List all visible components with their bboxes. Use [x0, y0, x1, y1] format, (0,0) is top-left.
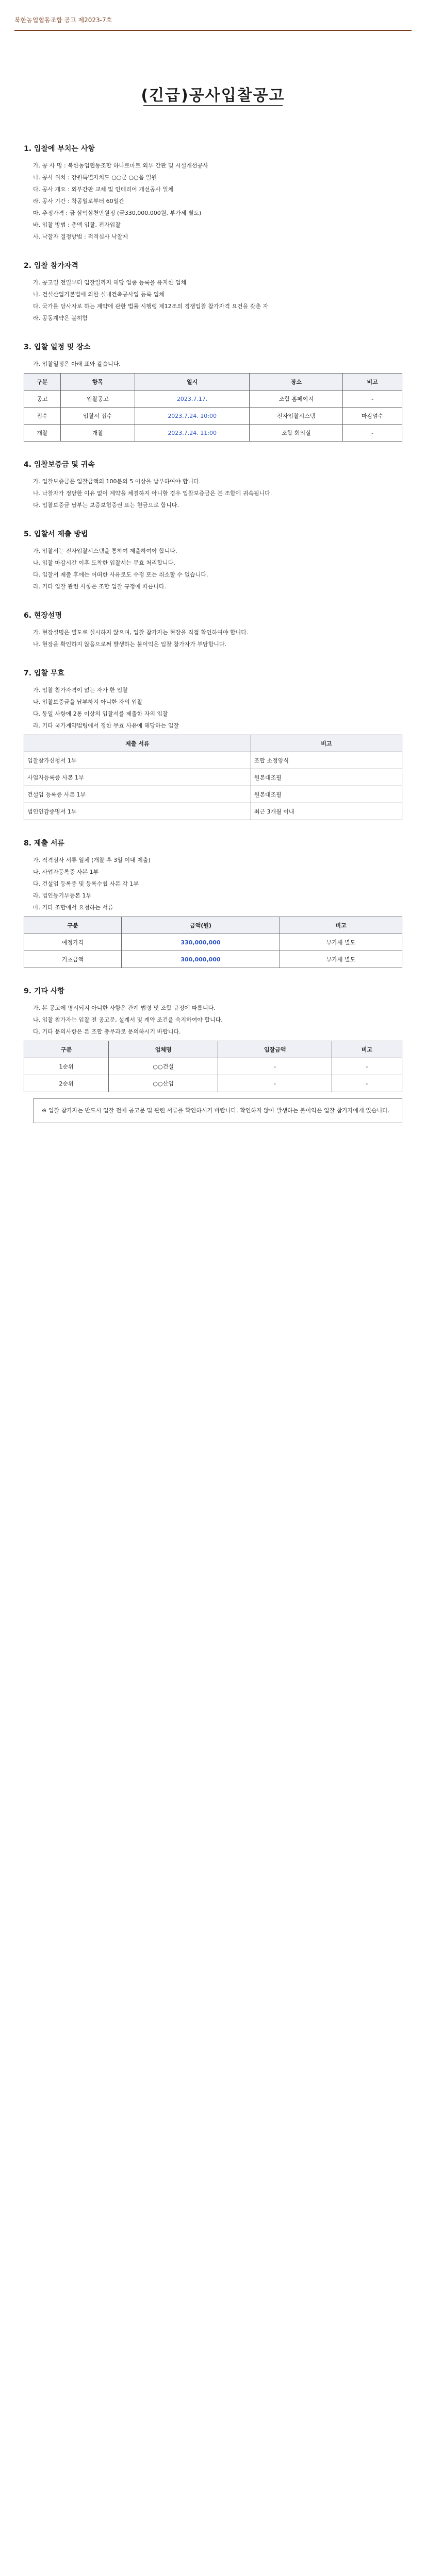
section-line: 나. 입찰보증금을 납부하지 아니한 자의 입찰: [33, 699, 143, 705]
table-row: [24, 1075, 402, 1092]
required-docs-table: [24, 735, 402, 820]
table-header: 입찰금액: [218, 1041, 332, 1058]
table-cell: 2023.7.17.: [135, 391, 250, 408]
section-line: 사. 낙찰자 결정방법 : 적격심사 낙찰제: [33, 233, 128, 240]
section-line: 바. 입찰 방법 : 총액 입찰, 전자입찰: [33, 222, 121, 228]
section-line: 라. 법인등기부등본 1부: [33, 892, 92, 899]
section-line: 라. 공동계약은 불허함: [33, 315, 88, 321]
table-header: 구분: [24, 917, 122, 934]
table-header: 비고: [251, 735, 402, 752]
section-title: 3. 입찰 일정 및 장소: [24, 343, 91, 351]
table-cell: 법인인감증명서 1부: [24, 803, 251, 820]
table-cell: 접수: [24, 408, 61, 425]
section-line: 나. 사업자등록증 사본 1부: [33, 869, 99, 875]
schedule-table: [24, 373, 402, 442]
table-cell: -: [343, 425, 402, 442]
table-cell: 입찰서 접수: [60, 408, 135, 425]
section-line: 다. 건설업 등록증 및 등록수첩 사본 각 1부: [33, 880, 139, 887]
section-line: 나. 건설산업기본법에 의한 실내건축공사업 등록 업체: [33, 291, 165, 298]
table-row: [24, 934, 402, 951]
notice-body: [24, 143, 402, 1141]
notice-number: 북한농업협동조합 공고 제2023-7호: [14, 16, 112, 24]
table-row: [24, 752, 402, 769]
section-7: [24, 668, 402, 820]
table-cell: 개찰: [60, 425, 135, 442]
table-cell: 원본대조필: [251, 769, 402, 786]
notice-note: ※ 입찰 참가자는 반드시 입찰 전에 공고문 및 관련 서류를 확인하시기 바랍니다. 확인하지 않아 발생하는 불이익은 입찰 참가자에게 있습니다.: [33, 1098, 402, 1123]
section-line: 가. 입찰 참가자격이 없는 자가 한 입찰: [33, 687, 128, 693]
section-title: 9. 기타 사항: [24, 987, 64, 995]
section-title: 4. 입찰보증금 및 귀속: [24, 461, 95, 469]
section-line: 라. 기타 입찰 관련 사항은 조합 입찰 규정에 따릅니다.: [33, 583, 167, 590]
table-header: 비고: [280, 917, 402, 934]
table-cell: 마감엄수: [343, 408, 402, 425]
section-line: 나. 입찰 참가자는 입찰 전 공고문, 설계서 및 계약 조건을 숙지하여야 합니다.: [33, 1016, 223, 1023]
section-line: 가. 입찰보증금은 입찰금액의 100분의 5 이상을 납부하여야 합니다.: [33, 478, 201, 485]
table-header: 제출 서류: [24, 735, 251, 752]
table-cell: 기초금액: [24, 951, 122, 968]
section-4: [24, 459, 402, 511]
section-line: 가. 입찰서는 전자입찰시스템을 통하여 제출하여야 합니다.: [33, 548, 177, 554]
table-cell: 300,000,000: [121, 951, 280, 968]
title-underline: [143, 105, 283, 106]
section-line: 다. 입찰보증금 납부는 보증보험증권 또는 현금으로 합니다.: [33, 502, 179, 509]
section-1: [24, 143, 402, 243]
page-title: (긴급)공사입찰공고: [141, 87, 285, 105]
table-cell: 입찰공고: [60, 391, 135, 408]
table-header: 비고: [343, 374, 402, 391]
table-cell: 원본대조필: [251, 786, 402, 803]
table-header: 업체명: [108, 1041, 218, 1058]
price-table: [24, 917, 402, 968]
table-row: [24, 786, 402, 803]
section-title: 7. 입찰 무효: [24, 669, 64, 677]
section-line: 다. 국가를 당사자로 하는 계약에 관한 법률 시행령 제12조의 경쟁입찰 참가자격 요건을 갖춘 자: [33, 303, 269, 310]
section-line: 마. 추정가격 : 금 삼억삼천만원정 (금330,000,000원, 부가세 별도): [33, 210, 202, 216]
section-2: [24, 260, 402, 324]
section-9: [24, 986, 402, 1123]
table-header: 일시: [135, 374, 250, 391]
table-header: 비고: [332, 1041, 402, 1058]
section-3: [24, 342, 402, 442]
table-cell: 사업자등록증 사본 1부: [24, 769, 251, 786]
section-line: 가. 공고일 전일부터 입찰일까지 해당 업종 등록을 유지한 업체: [33, 279, 187, 286]
ranking-table: [24, 1041, 402, 1092]
section-line: 나. 낙찰자가 정당한 이유 없이 계약을 체결하지 아니할 경우 입찰보증금은 본 조합에 귀속됩니다.: [33, 490, 272, 497]
section-line: 다. 공사 개요 : 외부간판 교체 및 인테리어 개선공사 일체: [33, 186, 174, 193]
section-line: 다. 동일 사항에 2통 이상의 입찰서를 제출한 자의 입찰: [33, 710, 168, 717]
section-5: [24, 529, 402, 592]
table-cell: 330,000,000: [121, 934, 280, 951]
section-title: 5. 입찰서 제출 방법: [24, 530, 88, 538]
section-line: 나. 공사 위치 : 강원특별자치도 ○○군 ○○읍 일원: [33, 174, 157, 181]
table-header: 장소: [250, 374, 343, 391]
table-header: 구분: [24, 1041, 109, 1058]
table-row: [24, 769, 402, 786]
table-cell: -: [218, 1075, 332, 1092]
table-cell: 부가세 별도: [280, 934, 402, 951]
section-line: 다. 기타 문의사항은 본 조합 총무과로 문의하시기 바랍니다.: [33, 1028, 181, 1035]
table-row: [24, 803, 402, 820]
table-cell: 전자입찰시스템: [250, 408, 343, 425]
table-cell: 2023.7.24. 11:00: [135, 425, 250, 442]
section-line: 가. 본 공고에 명시되지 아니한 사항은 관계 법령 및 조합 규정에 따릅니다.: [33, 1005, 216, 1011]
header-divider: [14, 30, 412, 31]
section-title: 1. 입찰에 부치는 사항: [24, 145, 95, 153]
table-row: [24, 391, 402, 408]
section-line: 나. 입찰 마감시간 이후 도착한 입찰서는 무효 처리합니다.: [33, 560, 175, 566]
table-cell: 조합 소정양식: [251, 752, 402, 769]
section-line: 라. 공사 기간 : 착공일로부터 60일간: [33, 198, 124, 205]
section-line: 가. 적격심사 서류 일체 (개찰 후 3일 이내 제출): [33, 857, 151, 863]
section-line: 마. 기타 조합에서 요청하는 서류: [33, 904, 113, 911]
table-cell: 부가세 별도: [280, 951, 402, 968]
section-title: 8. 제출 서류: [24, 839, 64, 848]
document-header: [0, 0, 426, 36]
section-line: 라. 기타 국가계약법령에서 정한 무효 사유에 해당하는 입찰: [33, 722, 179, 729]
table-header: 구분: [24, 374, 61, 391]
section-6: [24, 610, 402, 650]
table-header: 항목: [60, 374, 135, 391]
section-line: 가. 공 사 명 : 북한농업협동조합 하나로마트 외부 간판 및 시설개선공사: [33, 162, 208, 169]
table-row: [24, 425, 402, 442]
section-line: 가. 현장설명은 별도로 실시하지 않으며, 입찰 참가자는 현장을 직접 확인하여야 합니다.: [33, 629, 249, 636]
table-row: [24, 1058, 402, 1075]
table-cell: -: [218, 1058, 332, 1075]
table-cell: 공고: [24, 391, 61, 408]
table-cell: 조합 회의실: [250, 425, 343, 442]
table-row: [24, 951, 402, 968]
table-cell: 2순위: [24, 1075, 109, 1092]
table-cell: -: [332, 1058, 402, 1075]
table-cell: 입찰참가신청서 1부: [24, 752, 251, 769]
table-cell: 최근 3개월 이내: [251, 803, 402, 820]
section-line: 다. 입찰서 제출 후에는 어떠한 사유로도 수정 또는 취소할 수 없습니다.: [33, 571, 208, 578]
table-header: 금액(원): [121, 917, 280, 934]
section-title: 6. 현장설명: [24, 612, 62, 620]
section-line: 가. 입찰일정은 아래 표와 같습니다.: [33, 361, 121, 367]
table-cell: 개찰: [24, 425, 61, 442]
section-title: 2. 입찰 참가자격: [24, 262, 78, 270]
table-cell: ○○산업: [108, 1075, 218, 1092]
table-cell: 조합 홈페이지: [250, 391, 343, 408]
table-cell: 2023.7.24. 10:00: [135, 408, 250, 425]
table-row: [24, 408, 402, 425]
table-cell: 1순위: [24, 1058, 109, 1075]
section-line: 나. 현장을 확인하지 않음으로써 발생하는 불이익은 입찰 참가자가 부담합니다.: [33, 641, 226, 648]
table-cell: 건설업 등록증 사본 1부: [24, 786, 251, 803]
table-cell: 예정가격: [24, 934, 122, 951]
table-cell: ○○건설: [108, 1058, 218, 1075]
table-cell: -: [343, 391, 402, 408]
table-cell: -: [332, 1075, 402, 1092]
section-8: [24, 838, 402, 968]
